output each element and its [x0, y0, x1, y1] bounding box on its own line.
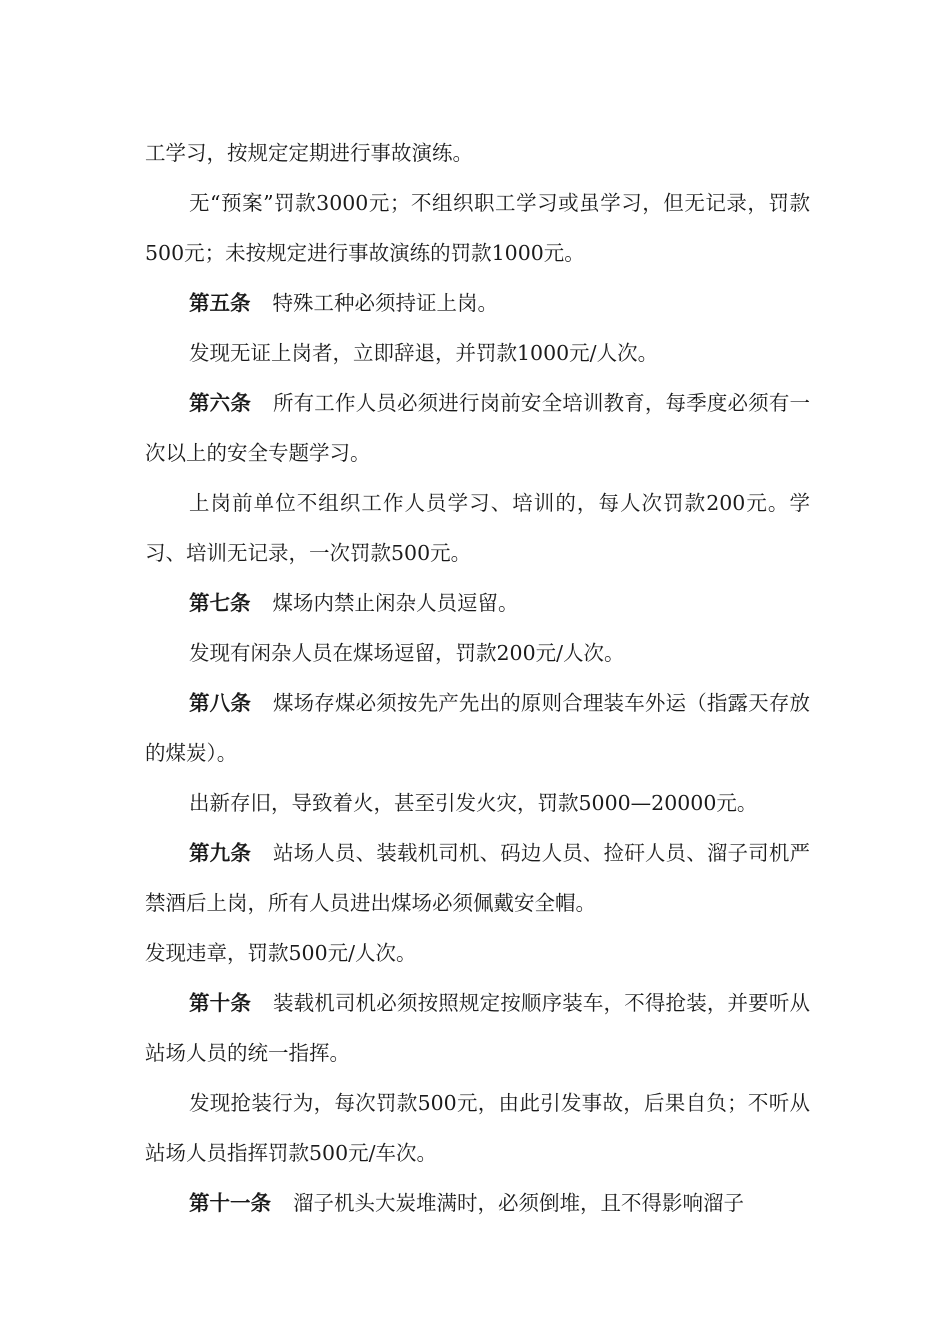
- paragraph-1: [145, 128, 810, 178]
- paragraph-12: [145, 928, 810, 978]
- paragraph-text: 发现有闲杂人员在煤场逗留，罚款200元/人次。: [189, 641, 625, 665]
- article-text: 站场人员、装载机司机、码边人员、捡矸人员、溜子司机严禁酒后上岗，所有人员进出煤场必须佩戴安全帽。: [145, 841, 811, 915]
- article-text: 装载机司机必须按照规定按顺序装车，不得抢装，并要听从站场人员的统一指挥。: [145, 991, 811, 1065]
- article-text: 溜子机头大炭堆满时，必须倒堆，且不得影响溜子: [293, 1191, 744, 1215]
- article-text: 煤场内禁止闲杂人员逗留。: [272, 591, 519, 615]
- article-heading: 第十条: [189, 991, 251, 1015]
- article-text: 煤场存煤必须按先产先出的原则合理装车外运（指露天存放的煤炭）。: [145, 691, 811, 765]
- article-heading: 第七条: [189, 591, 251, 615]
- article-text: 特殊工种必须持证上岗。: [272, 291, 498, 315]
- article-5: [145, 278, 810, 328]
- document-body: [145, 128, 810, 1228]
- article-text: 所有工作人员必须进行岗前安全培训教育，每季度必须有一次以上的安全专题学习。: [145, 391, 811, 465]
- paragraph-text: 工学习，按规定定期进行事故演练。: [145, 141, 473, 165]
- paragraph-2: [145, 178, 810, 278]
- paragraph-text: 无“预案”罚款3000元；不组织职工学习或虽学习，但无记录，罚款500元；未按规定进行事故演练的罚款1000元。: [145, 191, 810, 265]
- paragraph-text: 发现抢装行为，每次罚款500元，由此引发事故，后果自负；不听从站场人员指挥罚款500元/车次。: [145, 1091, 810, 1165]
- article-heading: 第五条: [189, 291, 251, 315]
- article-8: [145, 678, 810, 778]
- article-heading: 第八条: [189, 691, 251, 715]
- paragraph-text: 上岗前单位不组织工作人员学习、培训的，每人次罚款200元。学习、培训无记录，一次罚款500元。: [145, 491, 810, 565]
- article-7: [145, 578, 810, 628]
- article-heading: 第六条: [189, 391, 251, 415]
- article-9: [145, 828, 810, 928]
- article-6: [145, 378, 810, 478]
- paragraph-text: 出新存旧，导致着火，甚至引发火灾，罚款5000—20000元。: [189, 791, 758, 815]
- paragraph-14: [145, 1078, 810, 1178]
- article-heading: 第九条: [189, 841, 251, 865]
- paragraph-4: [145, 328, 810, 378]
- paragraph-10: [145, 778, 810, 828]
- article-heading: 第十一条: [189, 1191, 271, 1215]
- paragraph-text: 发现无证上岗者，立即辞退，并罚款1000元/人次。: [189, 341, 659, 365]
- article-10: [145, 978, 810, 1078]
- article-11: [145, 1178, 810, 1228]
- paragraph-text: 发现违章，罚款500元/人次。: [145, 941, 417, 965]
- paragraph-8: [145, 628, 810, 678]
- paragraph-6: [145, 478, 810, 578]
